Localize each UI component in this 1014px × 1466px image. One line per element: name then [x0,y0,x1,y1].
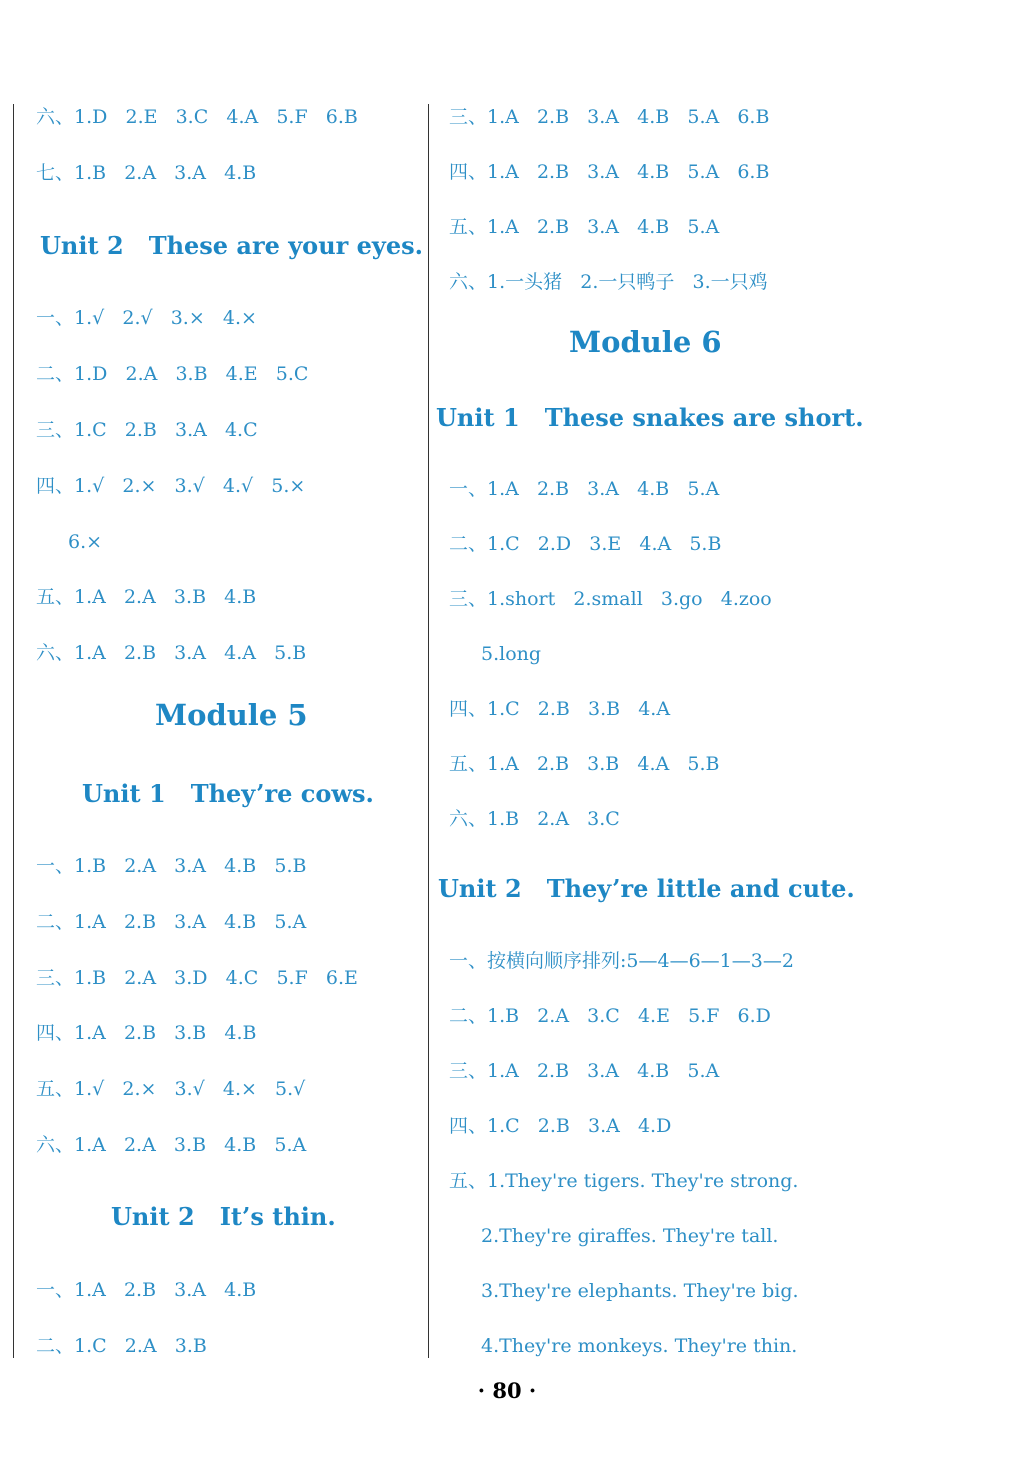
module-heading: Module 5 [155,698,308,732]
unit-heading: Unit 1 They’re cows. [82,779,374,808]
answer-line: 三、1.C 2.B 3.A 4.C [36,419,258,441]
unit-heading: Unit 2 It’s thin. [111,1202,336,1231]
answer-line: 三、1.A 2.B 3.A 4.B 5.A [449,1060,720,1082]
answer-line: 三、1.B 2.A 3.D 4.C 5.F 6.E [36,967,358,989]
answer-line: 三、1.short 2.small 3.go 4.zoo [449,588,772,610]
answer-line: 四、1.A 2.B 3.B 4.B [36,1022,257,1044]
left-margin-rule [13,104,14,1358]
answer-line: 一、1.A 2.B 3.A 4.B [36,1279,257,1301]
answer-line: 5.long [481,643,542,665]
answer-line: 六、1.A 2.A 3.B 4.B 5.A [36,1134,307,1156]
answer-line: 四、1.A 2.B 3.A 4.B 5.A 6.B [449,161,770,183]
answer-line: 4.They're monkeys. They're thin. [481,1335,798,1357]
answer-line: 五、1.√ 2.× 3.√ 4.× 5.√ [36,1078,306,1100]
answer-line: 五、1.They're tigers. They're strong. [449,1170,799,1192]
answer-line: 五、1.A 2.B 3.B 4.A 5.B [449,753,720,775]
answer-line: 6.× [68,531,103,553]
answer-line: 二、1.C 2.D 3.E 4.A 5.B [449,533,722,555]
module-heading: Module 6 [569,325,722,359]
answer-line: 二、1.C 2.A 3.B [36,1335,207,1357]
answer-line: 2.They're giraffes. They're tall. [481,1225,779,1247]
unit-heading: Unit 2 They’re little and cute. [438,874,855,903]
answer-line: 五、1.A 2.A 3.B 4.B [36,586,257,608]
answer-line: 四、1.C 2.B 3.A 4.D [449,1115,672,1137]
answer-line: 七、1.B 2.A 3.A 4.B [36,162,257,184]
answer-line: 3.They're elephants. They're big. [481,1280,799,1302]
answer-line: 六、1.B 2.A 3.C [449,808,620,830]
answer-line: 二、1.A 2.B 3.A 4.B 5.A [36,911,307,933]
answer-line: 五、1.A 2.B 3.A 4.B 5.A [449,216,720,238]
unit-heading: Unit 1 These snakes are short. [436,403,864,432]
answer-line: 二、1.B 2.A 3.C 4.E 5.F 6.D [449,1005,771,1027]
answer-line: 一、1.B 2.A 3.A 4.B 5.B [36,855,307,877]
page-number: · 80 · [477,1378,537,1403]
answer-line: 四、1.√ 2.× 3.√ 4.√ 5.× [36,475,306,497]
answer-line: 一、按横向顺序排列:5—4—6—1—3—2 [449,950,794,972]
answer-line: 六、1.一头猪 2.一只鸭子 3.一只鸡 [449,271,768,293]
answer-line: 三、1.A 2.B 3.A 4.B 5.A 6.B [449,106,770,128]
answer-line: 一、1.√ 2.√ 3.× 4.× [36,307,257,329]
column-divider [428,104,429,1358]
answer-line: 四、1.C 2.B 3.B 4.A [449,698,671,720]
answer-line: 一、1.A 2.B 3.A 4.B 5.A [449,478,720,500]
answer-line: 二、1.D 2.A 3.B 4.E 5.C [36,363,309,385]
unit-heading: Unit 2 These are your eyes. [40,231,423,260]
answer-line: 六、1.D 2.E 3.C 4.A 5.F 6.B [36,106,358,128]
answer-line: 六、1.A 2.B 3.A 4.A 5.B [36,642,307,664]
